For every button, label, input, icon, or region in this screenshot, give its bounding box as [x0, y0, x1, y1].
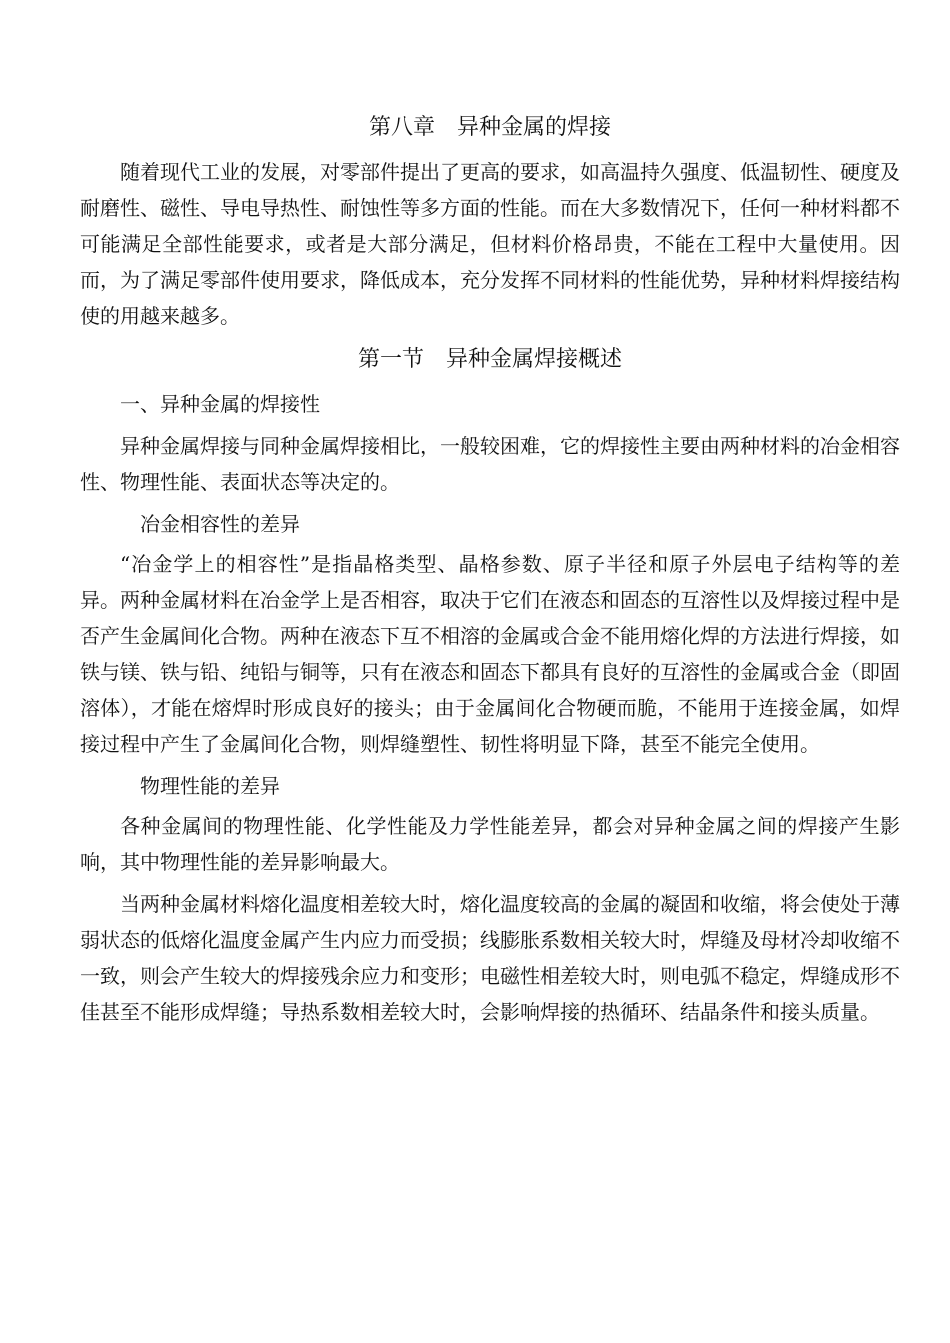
- metallurgical-compatibility-heading: 冶金相容性的差异: [140, 512, 300, 536]
- metallurgical-compatibility-paragraph: “冶金学上的相容性”是指晶格类型、晶格参数、原子半径和原子外层电子结构等的差异。两种金属材料在冶金学上是否相容，取决于它们在液态和固态的互溶性以及焊接过程中是否产生金属间化合物。两种在液态下互不相溶的金属或合金不能用熔化焊的方法进行焊接，如铁与镁、铁与铅、纯铅与铜等，只有在液态和固态下都具有良好的互溶性的金属或合金（即固溶体），才能在熔焊时形成良好的接头；由于金属间化合物硬而脆，不能用于连接金属，如焊接过程中产生了金属间化合物，则焊缝塑性、韧性将明显下降，甚至不能完全使用。: [80, 552, 900, 756]
- melting-temperature-paragraph: 当两种金属材料熔化温度相差较大时，熔化温度较高的金属的凝固和收缩，将会使处于薄弱状态的低熔化温度金属产生内应力而受损；线膨胀系数相关较大时，焊缝及母材冷却收缩不一致，则会产生较大的焊接残余应力和变形；电磁性相差较大时，则电弧不稳定，焊缝成形不佳甚至不能形成焊缝；导热系数相差较大时，会影响焊接的热循环、结晶条件和接头质量。: [80, 892, 900, 1024]
- document-page: [80, 108, 900, 1036]
- physical-properties-paragraph: 各种金属间的物理性能、化学性能及力学性能差异，都会对异种金属之间的焊接产生影响，其中物理性能的差异影响最大。: [80, 814, 900, 874]
- chapter-title: 第八章 异种金属的焊接: [368, 115, 611, 140]
- physical-properties-heading: 物理性能的差异: [140, 774, 280, 798]
- section-title: 第一节 异种金属焊接概述: [357, 347, 622, 372]
- subsection-heading: 一、异种金属的焊接性: [120, 392, 320, 416]
- intro-paragraph: 随着现代工业的发展，对零部件提出了更高的要求，如高温持久强度、低温韧性、硬度及耐磨性、磁性、导电导热性、耐蚀性等多方面的性能。而在大多数情况下，任何一种材料都不可能满足全部性能要求，或者是大部分满足，但材料价格昂贵，不能在工程中大量使用。因而，为了满足零部件使用要求，降低成本，充分发挥不同材料的性能优势，异种材料焊接结构使的用越来越多。: [80, 160, 900, 328]
- weldability-paragraph: 异种金属焊接与同种金属焊接相比，一般较困难，它的焊接性主要由两种材料的冶金相容性、物理性能、表面状态等决定的。: [80, 434, 900, 494]
